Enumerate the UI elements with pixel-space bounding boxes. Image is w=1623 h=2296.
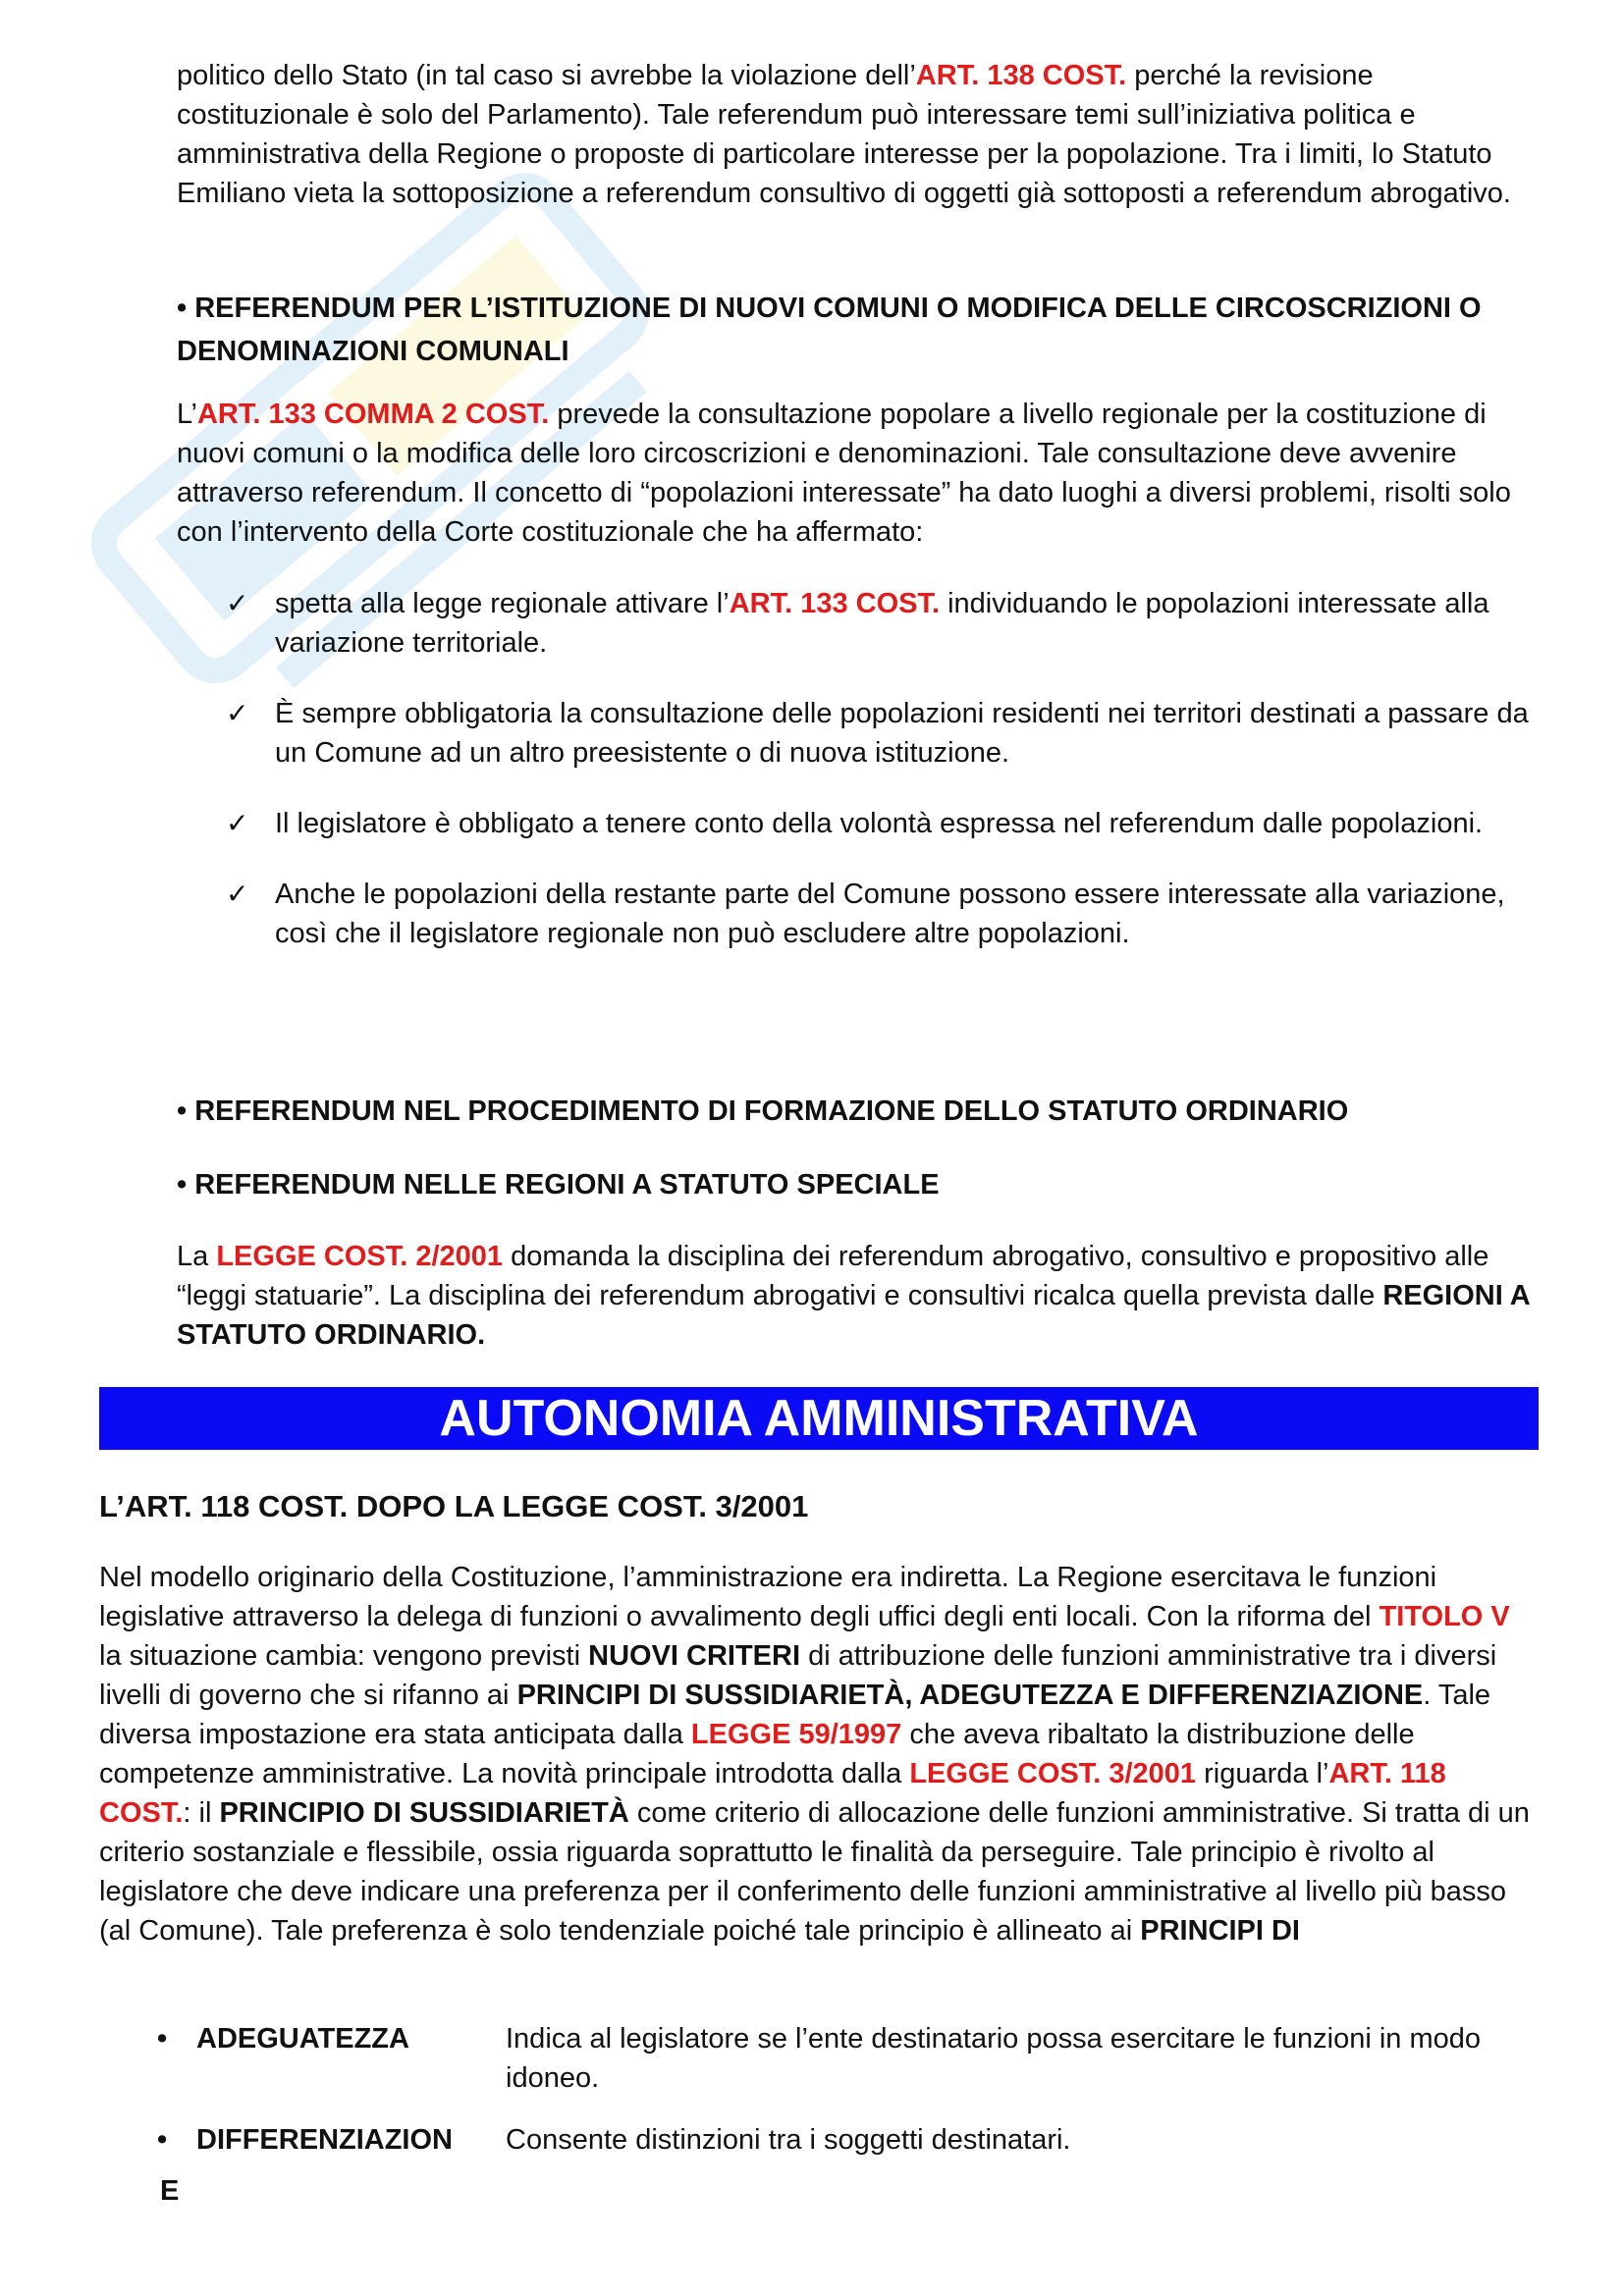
check-icon: ✓ [226,588,249,618]
ref-art-133: ART. 133 COST. [729,588,941,619]
list-item: ✓ È sempre obbligatoria la consultazione delle popolazioni residenti nei territori destinati a passare da un Comune ad un altro preesistente o di nuova istituzione. [177,694,1551,773]
section-heading-statuto-ordinario: • REFERENDUM NEL PROCEDIMENTO DI FORMAZIONE DELLO STATUTO ORDINARIO [177,1095,1349,1127]
definition-term-wrap: E [160,2175,180,2207]
definition-description: Indica al legislatore se l’ente destinatario possa esercitare le funzioni in modo idoneo. [506,2023,1482,2094]
paragraph-legge-cost-2-2001: La LEGGE COST. 2/2001 domanda la disciplina dei referendum abrogativo, consultivo e propositivo alle “leggi statuarie”. La disciplina dei referendum abrogativi e consultivi ricalca quella prevista dalle REGIONI A STATUTO ORDINARIO. [177,1241,1530,1351]
definition-description: Consente distinzioni tra i soggetti destinatari. [506,2124,1071,2156]
definition-term: • ADEGUATEZZA [157,2023,409,2055]
list-item: ✓ Anche le popolazioni della restante parte del Comune possono essere interessate alla variazione, così che il legislatore regionale non può escludere altre popolazioni. [177,875,1551,953]
intro-paragraph: politico dello Stato (in tal caso si avrebbe la violazione dell’ART. 138 COST. perché la revisione costituzionale è solo del Parlamento). Tale referendum può interessare temi sull’iniziativa politica e amministrativa della Regione o proposte di particolare interesse per la popolazione. Tra i limiti, lo Statuto Emiliano vieta la sottoposizione a referendum consultivo di oggetti già sottoposti a referendum abrogativo. [177,60,1511,209]
check-icon: ✓ [226,808,249,838]
paragraph-art-118: Nel modello originario della Costituzione, l’amministrazione era indiretta. La Regione esercitava le funzioni legislative attraverso la delega di funzioni o avvalimento degli uffici degli enti locali. Con la riforma del TITOLO V la situazione cambia: vengono previsti NUOVI CRITERI di attribuzione delle funzioni amministrative tra i diversi livelli di governo che si rifanno ai PRINCIPI DI SUSSIDIARIETÀ, ADEGUTEZZA E DIFFERENZIAZIONE. Tale diversa impostazione era stata anticipata dalla LEGGE 59/1997 che aveva ribaltato la distribuzione delle competenze amministrative. La novità principale introdotta dalla LEGGE COST. 3/2001 riguarda l’ART. 118 COST.: il PRINCIPIO DI SUSSIDIARIETÀ come criterio di allocazione delle funzioni amministrative. Si tratta di un criterio sostanziale e flessibile, ossia riguarda soprattutto le finalità da perseguire. Tale principio è rivolto al legislatore che deve indicare una preferenza per il conferimento delle funzioni amministrative al livello più basso (al Comune). Tale preferenza è solo tendenziale poiché tale principio è allineato ai PRINCIPI DI [99,1562,1530,1947]
paragraph-art-133: L’ART. 133 COMMA 2 COST. prevede la consultazione popolare a livello regionale per la costituzione di nuovi comuni o la modifica delle loro circoscrizioni e denominazioni. Tale consultazione deve avvenire attraverso referendum. Il concetto di “popolazioni interessate” ha dato luoghi a diversi problemi, risolti solo con l’intervento della Corte costituzionale che ha affermato: [177,399,1511,548]
section-heading-statuto-speciale: • REFERENDUM NELLE REGIONI A STATUTO SPECIALE [177,1169,940,1201]
checklist [177,584,1551,985]
check-icon: ✓ [226,698,249,728]
definition-term: • DIFFERENZIAZION [157,2124,453,2156]
ref-art-138: ART. 138 COST. [915,60,1127,91]
section-heading-nuovi-comuni: • REFERENDUM PER L’ISTITUZIONE DI NUOVI COMUNI O MODIFICA DELLE CIRCOSCRIZIONI O DENOMINAZIONI COMUNALI [177,293,1482,367]
section-heading-art-118: L’ART. 118 COST. DOPO LA LEGGE COST. 3/2001 [99,1489,809,1523]
ref-legge-cost-2-2001: LEGGE COST. 2/2001 [216,1241,504,1272]
ref-art-133-comma-2: ART. 133 COMMA 2 COST. [196,399,550,430]
section-banner: AUTONOMIA AMMINISTRATIVA [99,1387,1539,1450]
list-item: ✓ Il legislatore è obbligato a tenere conto della volontà espressa nel referendum dalle popolazioni. [177,804,1551,843]
check-icon: ✓ [226,879,249,909]
list-item: ✓ spetta alla legge regionale attivare l’ART. 133 COST. individuando le popolazioni interessate alla variazione territoriale. [177,584,1551,663]
